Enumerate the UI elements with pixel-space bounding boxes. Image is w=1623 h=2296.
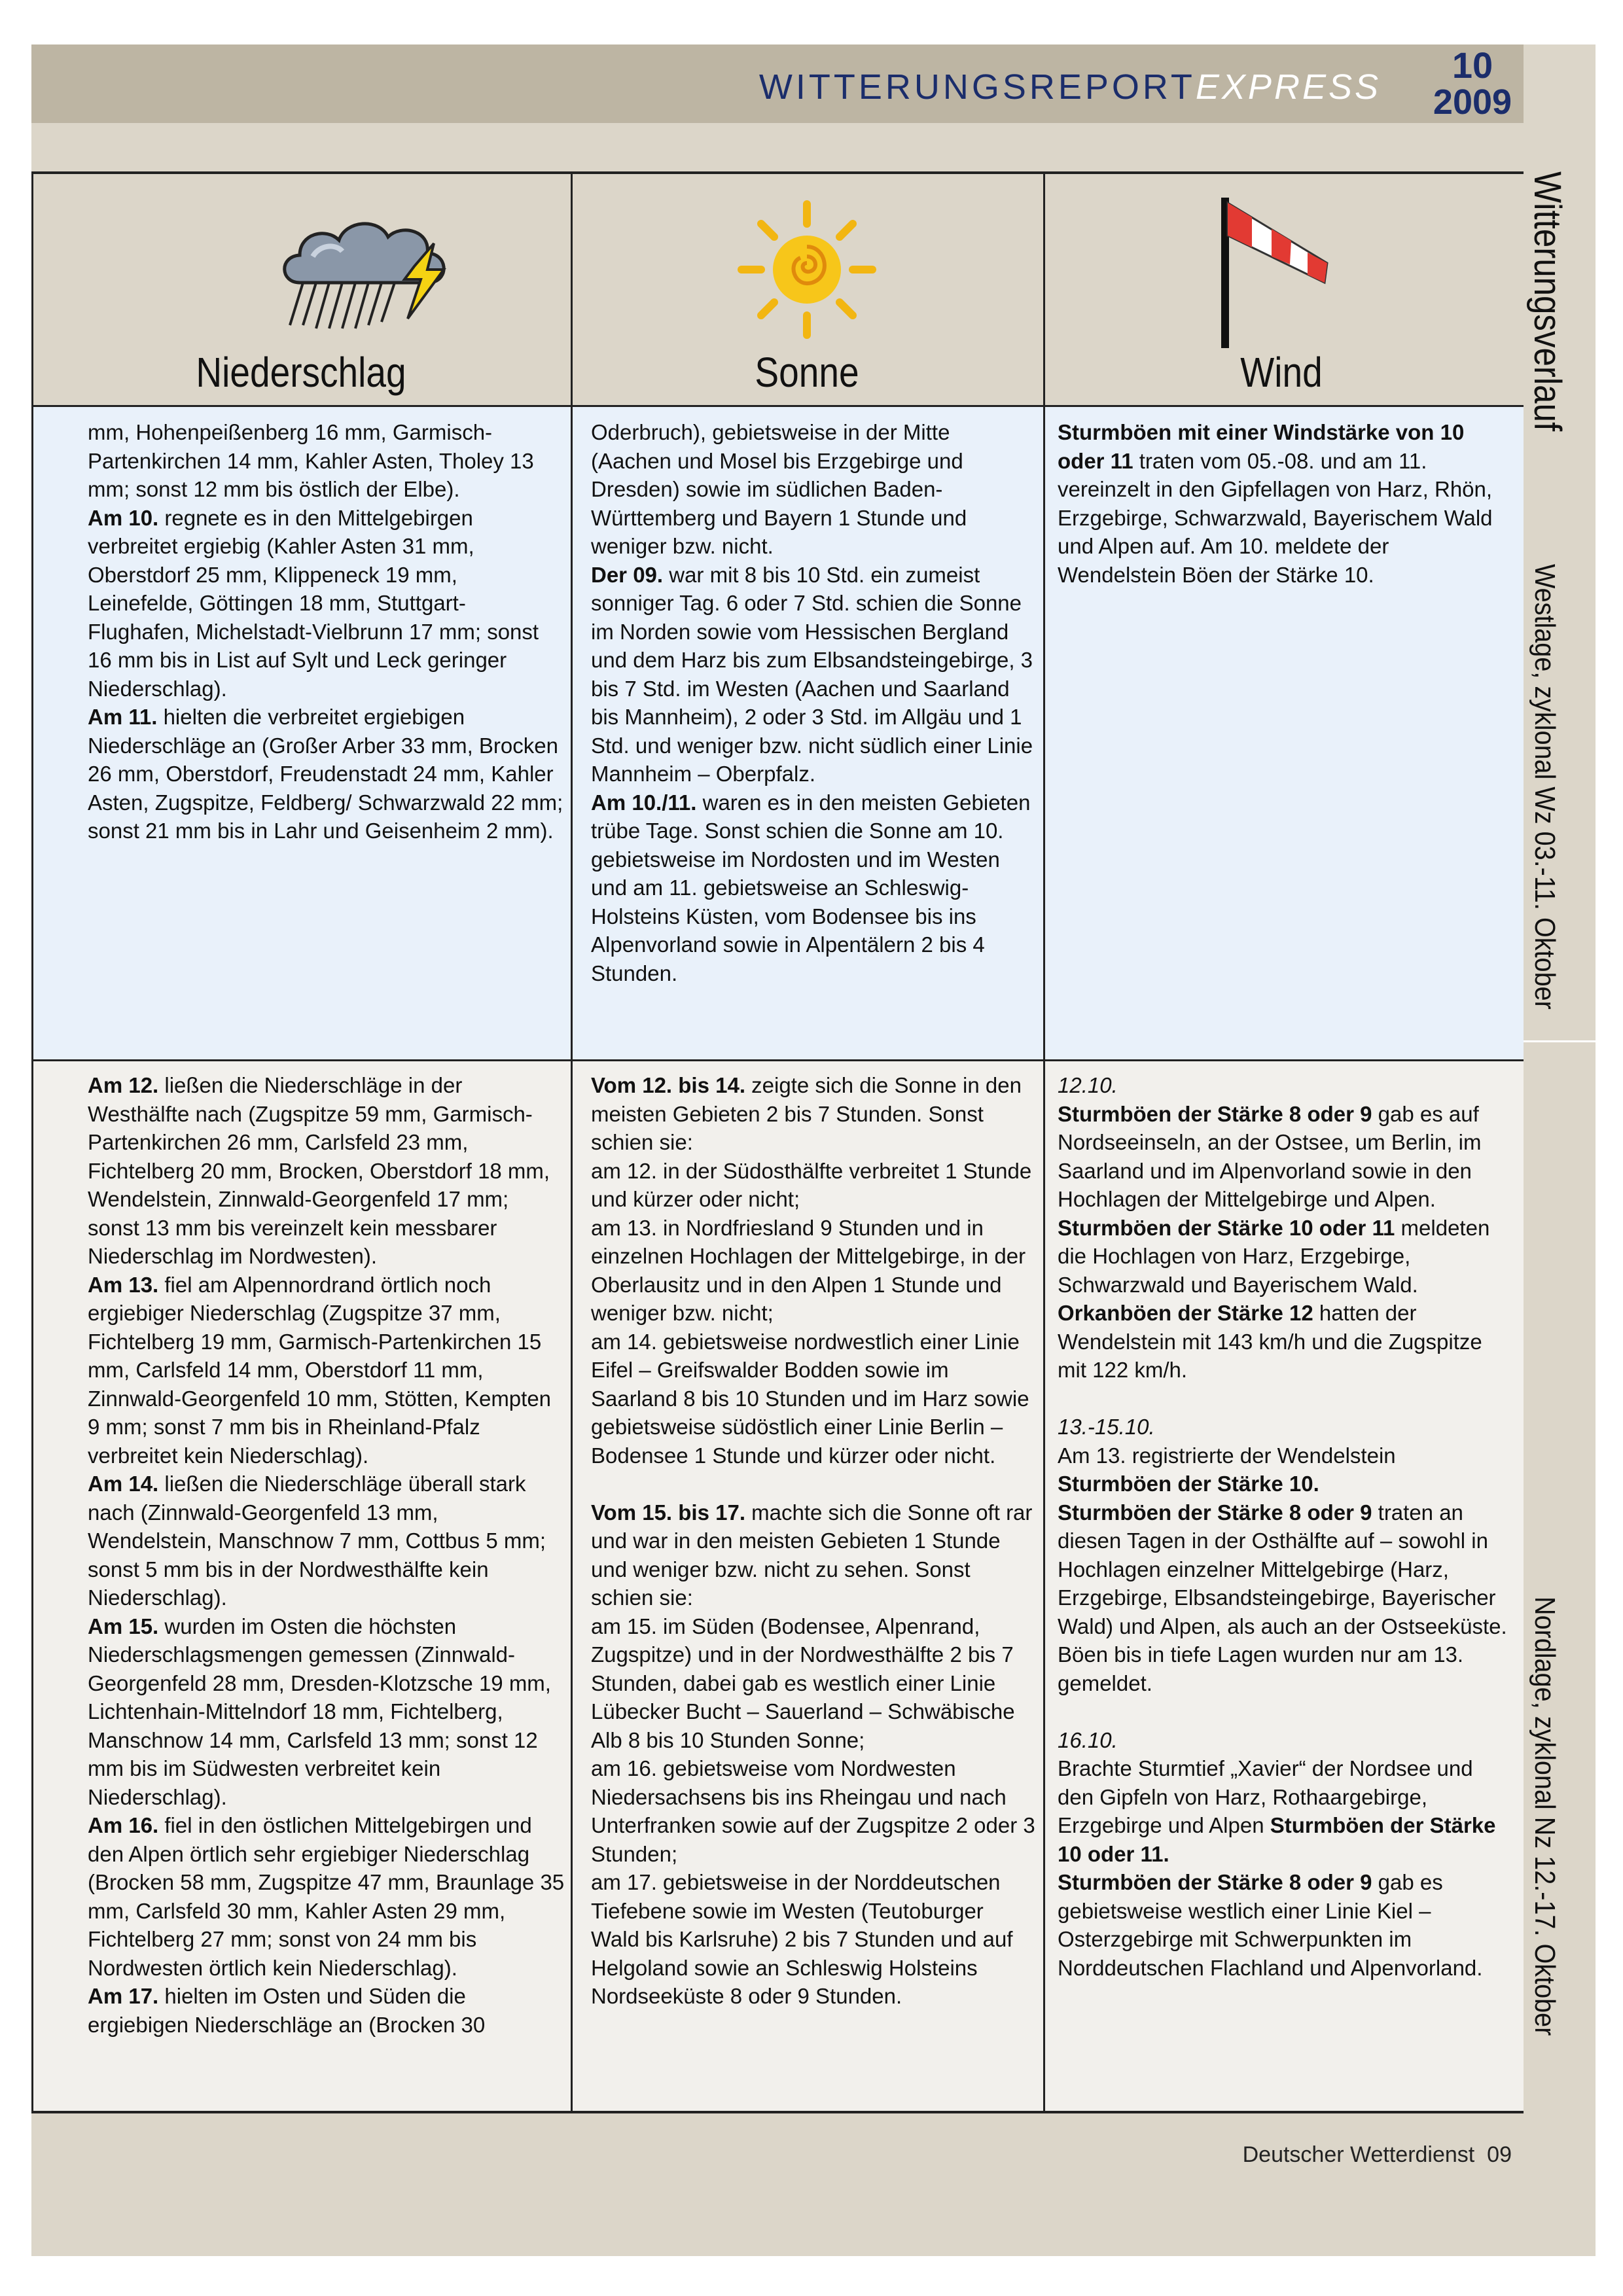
text-run: Am 11.	[88, 705, 158, 729]
column-title-wind: Wind	[1240, 349, 1323, 396]
footer-page-number: 09	[1487, 2142, 1512, 2167]
text-run: Am 16.	[88, 1813, 159, 1837]
paragraph	[1058, 1214, 1509, 1299]
paragraph	[1058, 1754, 1509, 1868]
text-run: 13.-15.10.	[1058, 1415, 1155, 1439]
text-run: wurden im Osten die höchsten Niederschlagsmengen gemessen (Zinnwald-Georgenfeld 28 mm, Dresden-Klotzsche 19 mm, Lichtenhain-Mittelndorf 18 mm, Fichtelberg, Manschnow 14 mm, Carlsfeld 13 mm; sonst 12 mm bis im Südwesten verbreitet kein Niederschlag).	[88, 1614, 551, 1809]
paragraph	[88, 1811, 565, 1982]
cell-period2-sonne	[591, 1071, 1036, 2011]
text-run: Am 13. registrierte der Wendelstein	[1058, 1443, 1396, 1468]
paragraph	[88, 1612, 565, 1812]
paragraph	[591, 1328, 1036, 1470]
paragraph	[1058, 1726, 1509, 1755]
text-run: Vom 15. bis 17.	[591, 1500, 745, 1525]
text-run: mm, Hohenpeißenberg 16 mm, Garmisch-Partenkirchen 14 mm, Kahler Asten, Tholey 13 mm; sonst 12 mm bis östlich der Elbe).	[88, 420, 534, 501]
issue-number: 10	[1452, 44, 1493, 86]
paragraph	[1058, 1868, 1509, 1982]
text-run: Brachte Sturmtief „Xavier“ der Nordsee und den Gipfeln von Harz, Rothaargebirge, Erzgebirge und Alpen	[1058, 1756, 1473, 1837]
text-run: zeigte sich die Sonne in den meisten Gebieten 2 bis 7 Stunden. Sonst schien sie:	[591, 1073, 1022, 1154]
paragraph	[88, 1271, 565, 1470]
column-title-sonne: Sonne	[755, 349, 859, 396]
paragraph	[1058, 418, 1509, 589]
paragraph	[88, 418, 565, 504]
report-title	[759, 67, 1381, 107]
rain-thunder-cloud-icon	[274, 204, 496, 335]
text-run	[1058, 1386, 1063, 1411]
text-run: am 16. gebietsweise vom Nordwesten Niedersachsens bis ins Rheingau und nach Unterfranken sowie auf der Zugspitze 2 oder 3 Stunden;	[591, 1756, 1035, 1866]
paragraph	[1058, 1100, 1509, 1214]
text-run: am 12. in der Südosthälfte verbreitet 1 Stunde und kürzer oder nicht;	[591, 1158, 1032, 1211]
text-run: Der 09.	[591, 562, 664, 587]
text-run: Vom 12. bis 14.	[591, 1073, 745, 1097]
column-title-niederschlag: Niederschlag	[196, 349, 406, 396]
text-run: hielten die verbreitet ergiebigen Niederschläge an (Großer Arber 33 mm, Brocken 26 mm, Oberstdorf, Freudenstadt 24 mm, Kahler Asten, Zugspitze, Feldberg/ Schwarzwald 22 mm; sonst 21 mm bis in Lahr und Geisenheim 2 mm).	[88, 705, 563, 843]
footer-publisher: Deutscher Wetterdienst	[1242, 2142, 1475, 2167]
text-run: hatten der Wendelstein mit 143 km/h und die Zugspitze mit 122 km/h.	[1058, 1301, 1482, 1382]
paragraph	[1058, 1498, 1509, 1698]
text-run: Am 10./11.	[591, 790, 697, 815]
column-divider	[571, 171, 573, 2113]
cell-period1-niederschlag	[88, 418, 565, 845]
text-run: fiel in den östlichen Mittelgebirgen und den Alpen örtlich sehr ergiebiger Niederschlag (Brocken 58 mm, Zugspitze 47 mm, Braunlage 35 mm, Carlsfeld 30 mm, Kahler Asten 29 mm, Fichtelberg 27 mm; sonst von 24 mm bis Nordwesten örtlich kein Niederschlag).	[88, 1813, 565, 1980]
text-run: Sturmböen der Stärke 10 oder 11.	[1058, 1813, 1496, 1866]
paragraph	[88, 703, 565, 845]
footer	[1243, 2142, 1512, 2168]
paragraph	[591, 1612, 1036, 1755]
paragraph	[1058, 1385, 1509, 1413]
paragraph	[591, 561, 1036, 788]
text-run	[591, 1472, 597, 1496]
text-run: Orkanböen der Stärke 12	[1058, 1301, 1313, 1325]
text-run: Sturmböen der Stärke 8 oder 9	[1058, 1870, 1372, 1894]
text-run: regnete es in den Mittelgebirgen verbreitet ergiebig (Kahler Asten 31 mm, Oberstdorf 25 mm, Klippeneck 19 mm, Leinefelde, Göttingen 18 mm, Stuttgart-Flughafen, Michelstadt-Vielbrunn 17 mm; sonst 16 mm bis in List auf Sylt und Leck geringer Niederschlag).	[88, 505, 539, 701]
text-run: meldeten die Hochlagen von Harz, Erzgebirge, Schwarzwald und Bayerischem Wald.	[1058, 1215, 1490, 1297]
text-run: Sturmböen der Stärke 10.	[1058, 1472, 1319, 1496]
text-run: Sturmböen der Stärke 8 oder 9	[1058, 1500, 1372, 1525]
paragraph	[1058, 1697, 1509, 1726]
paragraph	[1058, 1071, 1509, 1100]
paragraph	[591, 1071, 1036, 1157]
text-run: Am 14.	[88, 1472, 159, 1496]
paragraph	[591, 788, 1036, 988]
paragraph	[591, 1498, 1036, 1612]
text-run: gab es gebietsweise westlich einer Linie Kiel – Osterzgebirge mit Schwerpunkten im Norddeutschen Flachland und Alpenvorland.	[1058, 1870, 1483, 1980]
paragraph	[88, 1982, 565, 2039]
cell-period2-niederschlag	[88, 1071, 565, 2039]
paragraph	[591, 1214, 1036, 1328]
sun-icon	[735, 198, 879, 342]
text-run: 16.10.	[1058, 1727, 1118, 1752]
windsock-icon	[1190, 185, 1360, 348]
paragraph	[88, 504, 565, 703]
cell-period1-sonne	[591, 418, 1036, 987]
paragraph	[591, 1157, 1036, 1214]
text-run: Sturmböen der Stärke 10 oder 11	[1058, 1215, 1395, 1240]
text-run: Am 17.	[88, 1984, 159, 2008]
cell-period1-wind	[1058, 418, 1509, 589]
text-run: am 17. gebietsweise in der Norddeutschen Tiefebene sowie im Westen (Teutoburger Wald bis Karlsruhe) 2 bis 7 Stunden und auf Helgoland sowie an Schleswig Holsteins Nordseeküste 8 oder 9 Stunden.	[591, 1870, 1013, 2008]
text-run	[1058, 1699, 1063, 1723]
side-period1-label: Westlage, zyklonal Wz 03.-11. Oktober	[1529, 564, 1561, 1010]
cell-period2-wind	[1058, 1071, 1509, 1982]
text-run: Am 15.	[88, 1614, 159, 1638]
issue-badge	[1423, 44, 1522, 122]
paragraph	[1058, 1413, 1509, 1441]
text-run: am 15. im Süden (Bodensee, Alpenrand, Zugspitze) und in der Nordwesthälfte 2 bis 7 Stunden, dabei gab es westlich einer Linie Lübecker Bucht – Sauerland – Schwäbische Alb 8 bis 10 Stunden Sonne;	[591, 1614, 1015, 1752]
column-divider	[1043, 171, 1045, 2113]
report-title-express: EXPRESS	[1195, 67, 1381, 107]
text-run: Sturmböen mit einer Windstärke von 10 oder 11	[1058, 420, 1465, 473]
paragraph	[591, 1868, 1036, 2011]
text-run: ließen die Niederschläge in der Westhälfte nach (Zugspitze 59 mm, Garmisch-Partenkirchen 26 mm, Carlsfeld 23 mm, Fichtelberg 20 mm, Brocken, Oberstdorf 18 mm, Wendelstein, Zinnwald-Georgenfeld 17 mm; sonst 13 mm bis vereinzelt kein messbarer Niederschlag im Nordwesten).	[88, 1073, 550, 1268]
text-run: gab es auf Nordseeinseln, an der Ostsee, um Berlin, im Saarland und im Alpenvorland sowie in den Hochlagen der Mittelgebirge und Alpen.	[1058, 1101, 1482, 1211]
text-run: am 14. gebietsweise nordwestlich einer Linie Eifel – Greifswalder Bodden sowie im Saarland 8 bis 10 Stunden und im Harz sowie gebietsweise südöstlich einer Linie Berlin – Bodensee 1 Stunde und kürzer oder nicht.	[591, 1329, 1029, 1468]
paragraph	[88, 1071, 565, 1271]
paragraph	[88, 1470, 565, 1612]
column-divider	[31, 171, 33, 2113]
side-period2-label: Nordlage, zyklonal Nz 12.-17. Oktober	[1529, 1597, 1561, 2036]
issue-year: 2009	[1433, 82, 1512, 122]
text-run: am 13. in Nordfriesland 9 Stunden und in einzelnen Hochlagen der Mittelgebirge, in der Oberlausitz und in den Alpen 1 Stunde und weniger bzw. nicht;	[591, 1215, 1026, 1325]
text-run: Sturmböen der Stärke 8 oder 9	[1058, 1101, 1372, 1126]
text-run: waren es in den meisten Gebieten trübe Tage. Sonst schien die Sonne am 10. gebietsweise im Nordosten und im Westen und am 11. gebietsweise an Schleswig-Holsteins Küsten, vom Bodensee bis ins Alpenvorland sowie in Alpentälern 2 bis 4 Stunden.	[591, 790, 1031, 985]
text-run: traten vom 05.-08. und am 11. vereinzelt in den Gipfellagen von Harz, Rhön, Erzgebirge, Schwarzwald, Bayerischem Wald und Alpen auf. Am 10. meldete der Wendelstein Böen der Stärke 10.	[1058, 448, 1493, 587]
text-run: ließen die Niederschläge überall stark nach (Zinnwald-Georgenfeld 13 mm, Wendelstein, Manschnow 7 mm, Cottbus 5 mm; sonst 5 mm bis in der Nordwesthälfte kein Niederschlag).	[88, 1472, 546, 1610]
side-title: Witterungsverlauf	[1526, 171, 1569, 432]
paragraph	[591, 418, 1036, 561]
text-run: Am 10.	[88, 505, 159, 530]
text-run: machte sich die Sonne oft rar und war in den meisten Gebieten 1 Stunde und weniger bzw. nicht zu sehen. Sonst schien sie:	[591, 1500, 1033, 1610]
text-run: hielten im Osten und Süden die ergiebigen Niederschläge an (Brocken 30	[88, 1984, 486, 2037]
text-run: fiel am Alpennordrand örtlich noch ergiebiger Niederschlag (Zugspitze 37 mm, Fichtelberg 19 mm, Garmisch-Partenkirchen 15 mm, Carlsfeld 14 mm, Oberstdorf 11 mm, Zinnwald-Georgenfeld 10 mm, Stötten, Kempten 9 mm; sonst 7 mm bis in Rheinland-Pfalz verbreitet kein Niederschlag).	[88, 1272, 552, 1468]
text-run: Am 12.	[88, 1073, 159, 1097]
paragraph	[591, 1470, 1036, 1498]
text-run: Oderbruch), gebietsweise in der Mitte (Aachen und Mosel bis Erzgebirge und Dresden) sowie im südlichen Baden-Württemberg und Bayern 1 Stunde und weniger bzw. nicht.	[591, 420, 967, 558]
side-separator	[1524, 1040, 1596, 1042]
text-run: traten an diesen Tagen in der Osthälfte auf – sowohl in Hochlagen einzelner Mittelgebirge (Harz, Erzgebirge, Elbsandsteingebirge, Bayerischer Wald) und Alpen, als auch an der Ostseeküste. Böen bis in tiefe Lagen wurden nur am 13. gemeldet.	[1058, 1500, 1507, 1695]
text-run: war mit 8 bis 10 Std. ein zumeist sonniger Tag. 6 oder 7 Std. schien die Sonne im Norden sowie vom Hessischen Bergland und dem Harz bis zum Elbsandsteingebirge, 3 bis 7 Std. im Westen (Aachen und Saarland bis Mannheim), 2 oder 3 Std. im Allgäu und 1 Std. und weniger bzw. nicht südlich einer Linie Mannheim – Oberpfalz.	[591, 562, 1033, 786]
text-run: Am 13.	[88, 1272, 159, 1297]
report-title-main: WITTERUNGSREPORT	[758, 67, 1196, 107]
paragraph	[1058, 1441, 1509, 1498]
paragraph	[1058, 1299, 1509, 1385]
text-run: 12.10.	[1058, 1073, 1118, 1097]
report-table	[31, 171, 1524, 2113]
paragraph	[591, 1754, 1036, 1868]
